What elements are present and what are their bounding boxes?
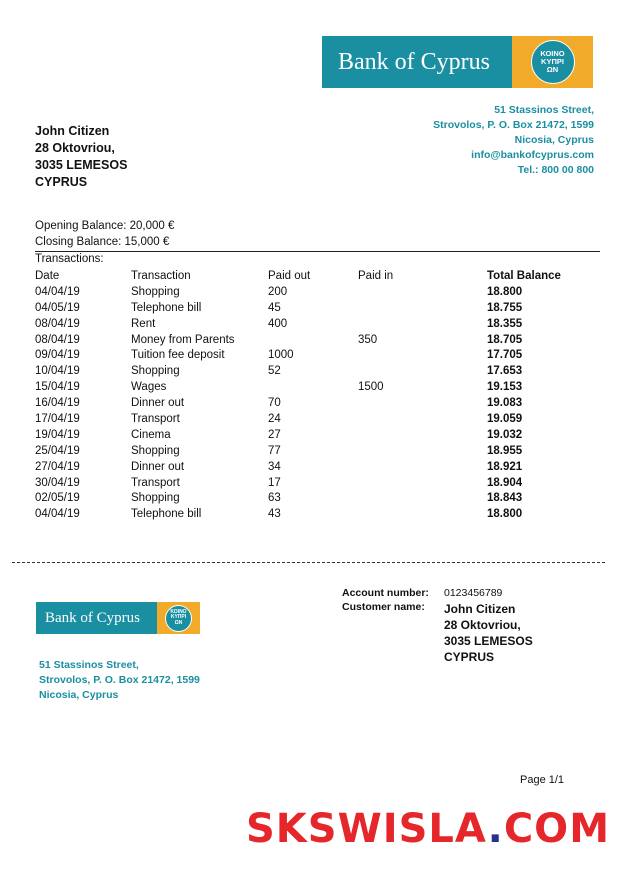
cell-transaction: Shopping [131,492,180,505]
cell-transaction: Shopping [131,285,180,298]
customer-name: John Citizen [444,602,516,616]
table-row [35,490,567,506]
table-header-row [35,268,567,284]
cell-transaction: Transport [131,412,180,425]
cell-transaction: Cinema [131,428,171,441]
cell-total-balance: 19.083 [487,397,523,410]
cell-date: 19/04/19 [35,428,80,441]
table-row [35,300,567,316]
cell-paid-in [358,475,487,491]
closing-balance: Closing Balance: 15,000 € [35,236,170,248]
cell-paid-out: 43 [268,508,281,521]
cell-paid-out: 27 [268,428,281,441]
cell-date: 08/04/19 [35,317,80,330]
cell-paid-in [358,316,487,332]
cell-paid-out: 24 [268,412,281,425]
transactions-table [35,268,567,522]
cell-paid-out: 1000 [268,349,294,362]
bank-seal-icon: ΚΟΙΝΟ ΚΥΠΡΙ ΩΝ [165,605,192,632]
cell-paid-out: 63 [268,492,281,505]
table-row [35,347,567,363]
cell-paid-in [358,443,487,459]
cell-paid-in: 1500 [358,381,384,394]
cell-total-balance: 19.032 [487,428,523,441]
cell-paid-out: 77 [268,444,281,457]
bank-seal-icon: ΚΟΙΝΟ ΚΥΠΡΙ ΩΝ [531,40,575,84]
bank-logo-wordmark: Bank of Cyprus [36,602,157,634]
cell-total-balance: 19.059 [487,412,523,425]
table-row [35,459,567,475]
cell-total-balance: 18.955 [487,444,523,457]
cell-total-balance: 18.800 [487,285,523,298]
cell-paid-out: 400 [268,317,288,330]
bank-logo-wordmark: Bank of Cyprus [322,36,512,88]
cell-paid-in [358,490,487,506]
cell-paid-out [268,332,358,348]
cell-date: 25/04/19 [35,444,80,457]
table-row [35,427,567,443]
account-number-value: 0123456789 [444,587,503,599]
cell-date: 16/04/19 [35,397,80,410]
cell-transaction: Wages [131,381,167,394]
cell-total-balance: 17.653 [487,365,523,378]
col-paid-in: Paid in [358,269,394,282]
table-row [35,411,567,427]
cell-paid-in: 350 [358,333,378,346]
cell-total-balance: 18.921 [487,460,523,473]
col-date: Date [35,269,60,282]
cell-date: 15/04/19 [35,381,80,394]
cell-paid-out: 17 [268,476,281,489]
cell-paid-in [358,506,487,522]
cell-transaction: Tuition fee deposit [131,349,225,362]
cell-paid-in [358,284,487,300]
cell-total-balance: 18.843 [487,492,523,505]
customer-name-label: Customer name: [342,601,425,613]
cell-transaction: Money from Parents [131,333,235,346]
table-row [35,284,567,300]
cell-transaction: Shopping [131,365,180,378]
cell-paid-in [358,363,487,379]
cell-date: 02/05/19 [35,492,80,505]
bank-address-bottom: 51 Stassinos Street, Strovolos, P. O. Box 21472, 1599 Nicosia, Cyprus [39,659,200,701]
cell-total-balance: 19.153 [487,381,523,394]
cell-transaction: Transport [131,476,180,489]
cell-date: 30/04/19 [35,476,80,489]
table-row [35,475,567,491]
page-number: Page 1/1 [520,774,565,786]
cell-paid-out: 45 [268,301,281,314]
cell-transaction: Rent [131,317,156,330]
table-row [35,332,567,348]
customer-address-bottom: John Citizen 28 Oktovriou, 3035 LEMESOS CYPRUS [444,602,533,664]
bank-email: info@bankofcyprus.com [471,149,594,161]
table-row [35,506,567,522]
cell-paid-in [358,459,487,475]
divider [35,251,600,252]
table-row [35,363,567,379]
cell-transaction: Shopping [131,444,180,457]
table-row [35,395,567,411]
cell-paid-out: 52 [268,365,281,378]
cell-paid-in [358,300,487,316]
cell-paid-in [358,347,487,363]
cell-date: 04/05/19 [35,301,80,314]
watermark: SKSWISLA.COM [246,806,610,852]
account-number-label: Account number: [342,587,429,599]
cell-transaction: Telephone bill [131,301,202,314]
cell-date: 04/04/19 [35,285,80,298]
cell-paid-out: 34 [268,460,281,473]
cell-total-balance: 18.355 [487,317,523,330]
table-row [35,379,567,395]
cell-transaction: Dinner out [131,460,185,473]
bank-phone: Tel.: 800 00 800 [517,164,594,176]
cell-date: 17/04/19 [35,412,80,425]
cell-paid-in [358,411,487,427]
cell-paid-out: 70 [268,397,281,410]
cell-date: 08/04/19 [35,333,80,346]
cell-paid-in [358,427,487,443]
cell-paid-out: 200 [268,285,288,298]
customer-name: John Citizen [35,124,110,138]
opening-balance: Opening Balance: 20,000 € [35,220,175,232]
col-total-balance: Total Balance [487,269,561,282]
cell-total-balance: 18.755 [487,301,523,314]
cell-transaction: Dinner out [131,397,185,410]
table-row [35,443,567,459]
cell-date: 10/04/19 [35,365,80,378]
col-paid-out: Paid out [268,269,311,282]
cell-transaction: Telephone bill [131,508,202,521]
cell-total-balance: 18.904 [487,476,523,489]
cell-total-balance: 18.800 [487,508,523,521]
col-transaction: Transaction [131,269,191,282]
table-row [35,316,567,332]
bank-address-top: 51 Stassinos Street, Strovolos, P. O. Box 21472, 1599 Nicosia, Cyprus info@bankofcyprus.com Tel.: 800 00 800 [433,104,594,176]
bank-logo-top [322,36,593,88]
cell-paid-in [358,395,487,411]
transactions-label: Transactions: [35,253,104,265]
cell-total-balance: 17.705 [487,349,523,362]
cell-date: 27/04/19 [35,460,80,473]
cell-date: 09/04/19 [35,349,80,362]
cell-total-balance: 18.705 [487,333,523,346]
bank-logo-bottom [36,602,200,634]
cell-paid-out [268,379,358,395]
cell-date: 04/04/19 [35,508,80,521]
customer-address-top: John Citizen 28 Oktovriou, 3035 LEMESOS CYPRUS [35,124,128,189]
cut-line [12,562,605,563]
